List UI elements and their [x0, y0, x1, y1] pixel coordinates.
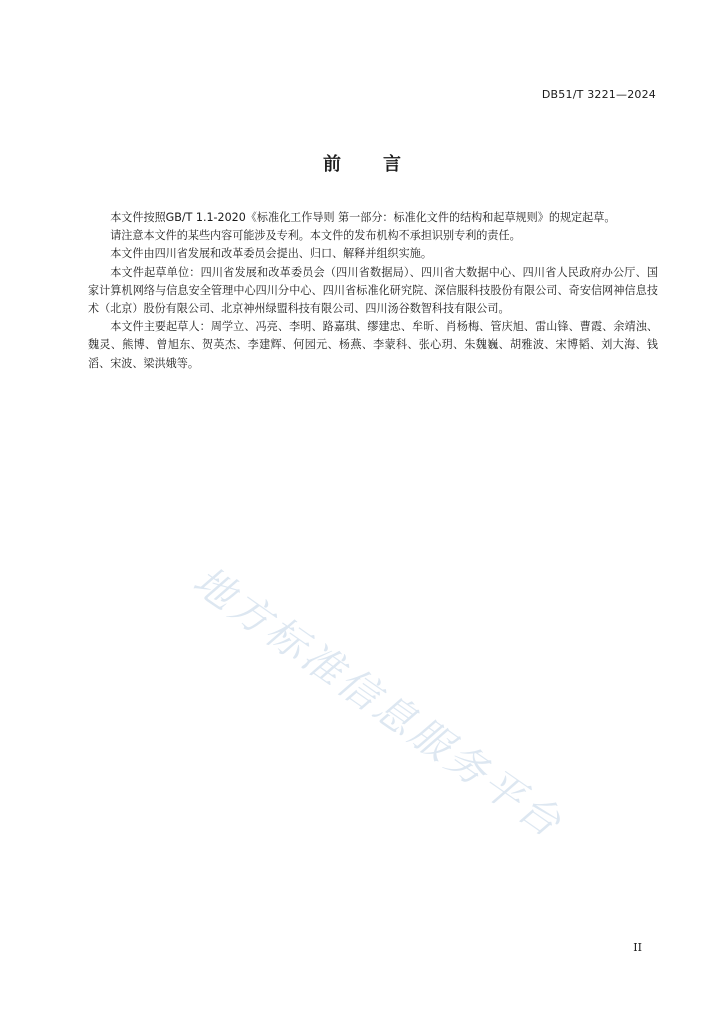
- title-char-2: 言: [383, 154, 401, 175]
- preface-body: [88, 209, 658, 373]
- page-number: II: [633, 941, 642, 954]
- paragraph-patent-notice: 请注意本文件的某些内容可能涉及专利。本文件的发布机构不承担识别专利的责任。: [110, 229, 521, 243]
- page-title: [0, 150, 724, 176]
- paragraph-proposer: 本文件由四川省发展和改革委员会提出、归口、解释并组织实施。: [110, 247, 432, 261]
- paragraph-drafting-units: 本文件起草单位：四川省发展和改革委员会（四川省数据局）、四川省大数据中心、四川省人民政府办公厅、国家计算机网络与信息安全管理中心四川分中心、四川省标准化研究院、深信服科技股份有限公司、奇安信网神信息技术（北京）股份有限公司、北京神州绿盟科技有限公司、四川汤谷数智科技有限公司。: [88, 265, 658, 316]
- watermark: 地方标准信息服务平台: [184, 557, 572, 848]
- title-char-1: 前: [323, 154, 341, 175]
- document-code: DB51/T 3221—2024: [541, 88, 656, 101]
- paragraph-drafting-rules: 本文件按照GB/T 1.1-2020《标准化工作导则 第一部分：标准化文件的结构和起草规则》的规定起草。: [110, 211, 616, 224]
- paragraph-drafters: 本文件主要起草人：周学立、冯亮、李明、路嘉琪、缪建忠、牟昕、肖杨梅、管庆旭、雷山锋、曹霞、余靖浊、魏灵、熊博、曾旭东、贺英杰、李建辉、何园元、杨燕、李蒙科、张心玥、朱魏巍、胡雅波、宋博韬、刘大海、钱滔、宋波、梁洪娥等。: [88, 320, 658, 370]
